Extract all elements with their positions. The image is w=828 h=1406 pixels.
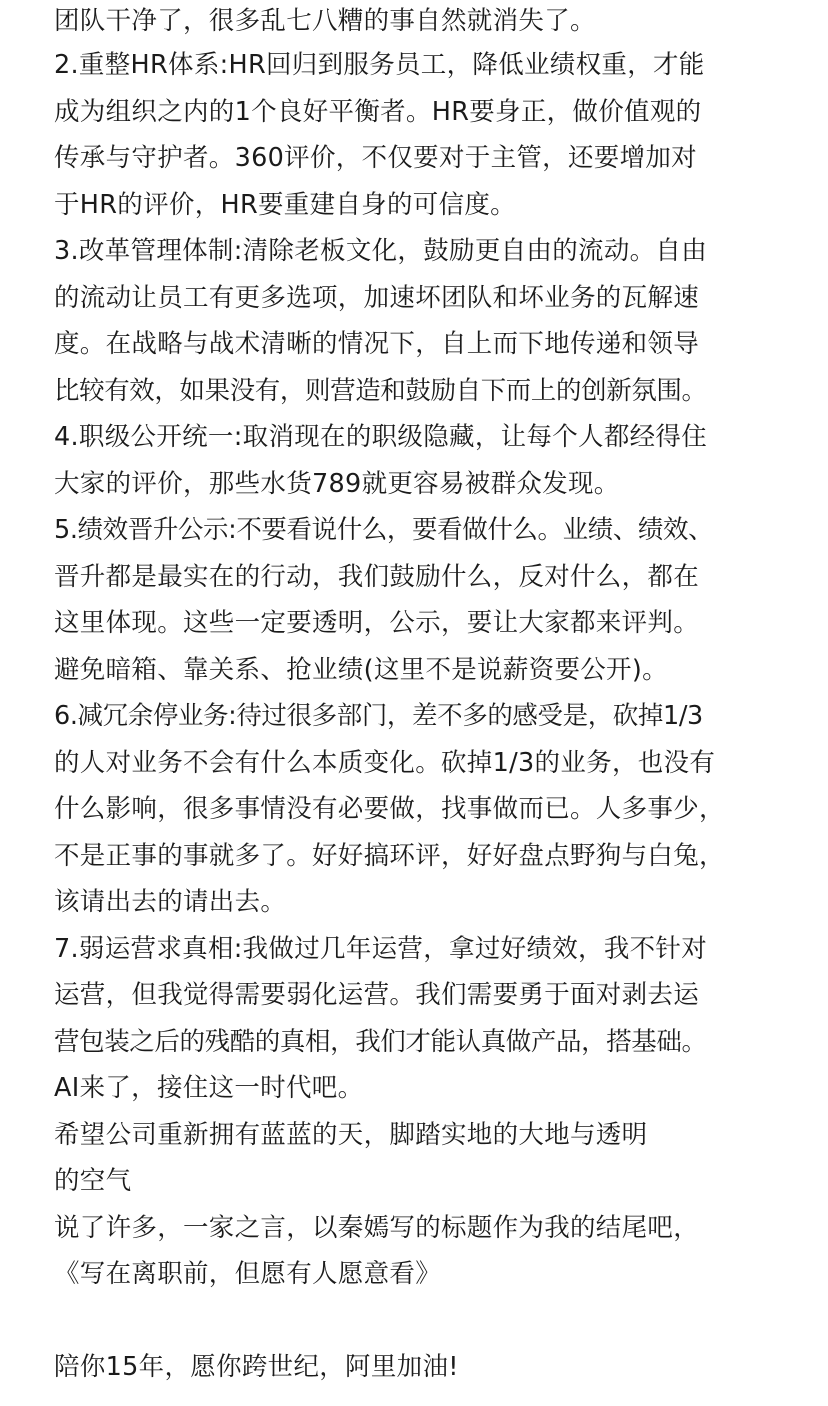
text-line: 希望公司重新拥有蓝蓝的天，脚踏实地的大地与透明 bbox=[54, 1119, 648, 1150]
document-body bbox=[54, 0, 824, 1391]
text-line: 营包装之后的残酷的真相，我们才能认真做产品，搭基础。 bbox=[54, 1026, 707, 1057]
text-line: 7.弱运营求真相:我做过几年运营，拿过好绩效，我不针对 bbox=[54, 933, 708, 964]
text-line: 该请出去的请出去。 bbox=[54, 887, 287, 917]
text-line: 4.职级公开统一:取消现在的职级隐藏，让每个人都经得住 bbox=[54, 422, 708, 452]
closing-line: 陪你15年，愿你跨世纪，阿里加油! bbox=[54, 1352, 459, 1382]
blank-line bbox=[54, 1298, 824, 1345]
text-line: 晋升都是最实在的行动，我们鼓励什么，反对什么，都在 bbox=[54, 561, 700, 592]
text-line: 这里体现。这些一定要透明，公示，要让大家都来评判。 bbox=[54, 608, 700, 638]
text-line: 《写在离职前，但愿有人愿意看》 bbox=[54, 1259, 442, 1289]
text-line: 什么影响，很多事情没有必要做，找事做而已。人多事少， bbox=[54, 794, 725, 824]
text-line: 2.重整HR体系:HR回归到服务员工，降低业绩权重，才能 bbox=[54, 50, 705, 80]
text-line: 大家的评价，那些水货789就更容易被群众发现。 bbox=[54, 468, 620, 499]
text-line: 团队干净了，很多乱七八糟的事自然就消失了。 bbox=[54, 6, 596, 36]
text-line: 5.绩效晋升公示:不要看说什么，要看做什么。业绩、绩效、 bbox=[54, 515, 714, 545]
text-line: 的流动让员工有更多选项，加速坏团队和坏业务的瓦解速 bbox=[54, 282, 700, 313]
text-line: 比较有效，如果没有，则营造和鼓励自下而上的创新氛围。 bbox=[54, 375, 707, 406]
text-line: 避免暗箱、靠关系、抢业绩(这里不是说薪资要公开)。 bbox=[54, 654, 668, 685]
text-line: 6.减冗余停业务:待过很多部门，差不多的感受是，砍掉1/3 bbox=[54, 701, 703, 731]
text-line: 3.改革管理体制:清除老板文化，鼓励更自由的流动。自由 bbox=[54, 236, 708, 266]
text-line: 度。在战略与战术清晰的情况下，自上而下地传递和领导 bbox=[54, 329, 700, 359]
text-line: 成为组织之内的1个良好平衡者。HR要身正，做价值观的 bbox=[54, 96, 702, 127]
text-line: 运营，但我觉得需要弱化运营。我们需要勇于面对剥去运 bbox=[54, 980, 700, 1010]
text-line: 说了许多，一家之言，以秦嫣写的标题作为我的结尾吧， bbox=[54, 1212, 700, 1243]
text-line: AI来了，接住这一时代吧。 bbox=[54, 1073, 364, 1103]
text-line: 传承与守护者。360评价，不仅要对于主管，还要增加对 bbox=[54, 143, 697, 173]
text-line: 的人对业务不会有什么本质变化。砍掉1/3的业务，也没有 bbox=[54, 747, 716, 778]
text-line: 的空气 bbox=[54, 1166, 132, 1196]
text-line: 不是正事的事就多了。好好搞环评，好好盘点野狗与白兔， bbox=[54, 840, 725, 871]
text-line: 于HR的评价，HR要重建自身的可信度。 bbox=[54, 189, 516, 220]
